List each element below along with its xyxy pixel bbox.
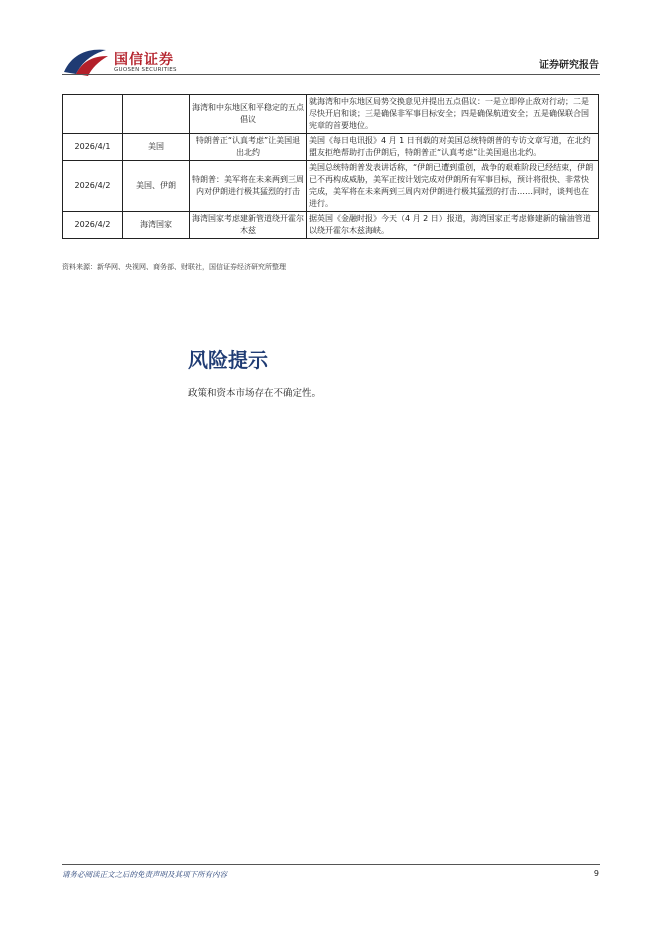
footer-disclaimer: 请务必阅读正文之后的免责声明及其项下所有内容	[62, 870, 227, 879]
table-source-note: 资料来源：新华网、央视网、商务部、财联社，国信证券经济研究所整理	[62, 263, 286, 271]
date-cell: 2026/4/1	[63, 134, 123, 161]
risk-section-body: 政策和资本市场存在不确定性。	[188, 388, 322, 399]
report-type-label: 证券研究报告	[539, 60, 599, 71]
table-row	[63, 161, 599, 212]
content-cell: 美国《每日电讯报》4 月 1 日刊载的对美国总统特朗普的专访文章写道，在北约盟友拒绝帮助打击伊朗后，特朗普正“认真考虑”让美国退出北约。	[307, 134, 599, 161]
event-cell: 海湾和中东地区和平稳定的五点倡议	[190, 95, 307, 134]
news-table	[62, 94, 599, 239]
date-cell: 2026/4/2	[63, 212, 123, 239]
footer-divider	[62, 864, 600, 865]
event-cell: 特朗普：美军将在未来两到三周内对伊朗进行极其猛烈的打击	[190, 161, 307, 212]
country-cell: 美国、伊朗	[123, 161, 190, 212]
logo-text-cn: 国信证券	[114, 52, 174, 68]
risk-section-title: 风险提示	[188, 348, 268, 372]
event-cell: 海湾国家考虑建新管道绕开霍尔木兹	[190, 212, 307, 239]
table-row	[63, 95, 599, 134]
header-divider	[62, 74, 600, 75]
date-cell: 2026/4/2	[63, 161, 123, 212]
logo-text-en: GUOSEN SECURITIES	[114, 67, 177, 73]
country-cell: 海湾国家	[123, 212, 190, 239]
content-cell: 美国总统特朗普发表讲话称，“伊朗已遭到重创，战争的艰难阶段已经结束，伊朗已不再构成威胁，美军正按计划完成对伊朗所有军事目标，预计将很快、非常快完成，美军将在未来两到三周内对伊朗进行极其猛烈的打击……同时，谈判也在进行。	[307, 161, 599, 212]
table-row	[63, 134, 599, 161]
event-cell: 特朗普正“认真考虑”让美国退出北约	[190, 134, 307, 161]
page-number: 9	[593, 869, 599, 878]
table-row	[63, 212, 599, 239]
country-cell: 美国	[123, 134, 190, 161]
content-cell: 据英国《金融时报》今天（4 月 2 日）报道，海湾国家正考虑修建新的输油管道以绕开霍尔木兹海峡。	[307, 212, 599, 239]
content-cell: 就海湾和中东地区局势交换意见并提出五点倡议：一是立即停止敌对行动；二是尽快开启和谈；三是确保非军事目标安全；四是确保航道安全；五是确保联合国宪章的首要地位。	[307, 95, 599, 134]
country-cell	[123, 95, 190, 134]
date-cell	[63, 95, 123, 134]
